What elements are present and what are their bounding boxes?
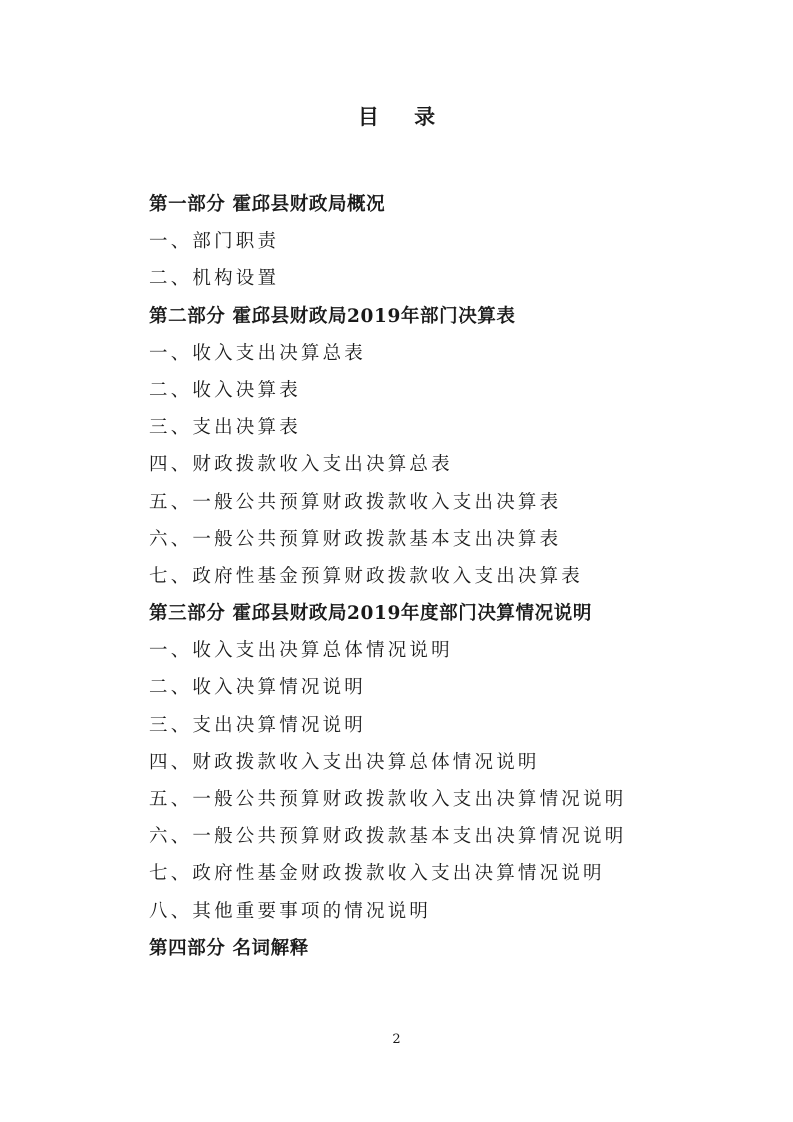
toc-item: 八、其他重要事项的情况说明 bbox=[149, 900, 432, 922]
toc-item: 七、政府性基金财政拨款收入支出决算情况说明 bbox=[149, 863, 605, 885]
toc-item: 六、一般公共预算财政拨款基本支出决算表 bbox=[149, 528, 562, 550]
toc-item: 一、收入支出决算总表 bbox=[149, 342, 367, 364]
toc-item: 四、财政拨款收入支出决算总体情况说明 bbox=[149, 751, 540, 773]
toc-item: 五、一般公共预算财政拨款收入支出决算表 bbox=[149, 491, 562, 513]
toc-part: 第四部分 名词解释 bbox=[149, 937, 309, 959]
toc-item: 六、一般公共预算财政拨款基本支出决算情况说明 bbox=[149, 826, 627, 848]
toc-item: 三、支出决算情况说明 bbox=[149, 714, 367, 736]
toc-title: 目 录 bbox=[357, 104, 450, 129]
toc-item: 二、收入决算情况说明 bbox=[149, 677, 367, 699]
toc-item: 五、一般公共预算财政拨款收入支出决算情况说明 bbox=[149, 789, 627, 810]
toc-item: 七、政府性基金预算财政拨款收入支出决算表 bbox=[149, 565, 584, 587]
toc-part: 第一部分 霍邱县财政局概况 bbox=[149, 194, 386, 215]
toc-item: 一、收入支出决算总体情况说明 bbox=[149, 640, 453, 662]
toc-item: 四、财政拨款收入支出决算总表 bbox=[149, 454, 453, 476]
toc-part: 第三部分 霍邱县财政局2019年度部门决算情况说明 bbox=[149, 603, 592, 625]
table-of-contents bbox=[149, 186, 769, 967]
toc-item: 二、机构设置 bbox=[149, 268, 280, 290]
toc-item: 三、支出决算表 bbox=[149, 417, 301, 439]
toc-item: 一、部门职责 bbox=[149, 231, 280, 253]
toc-item: 二、收入决算表 bbox=[149, 379, 301, 401]
page-number: 2 bbox=[392, 1032, 401, 1047]
toc-part: 第二部分 霍邱县财政局2019年部门决算表 bbox=[149, 305, 516, 327]
